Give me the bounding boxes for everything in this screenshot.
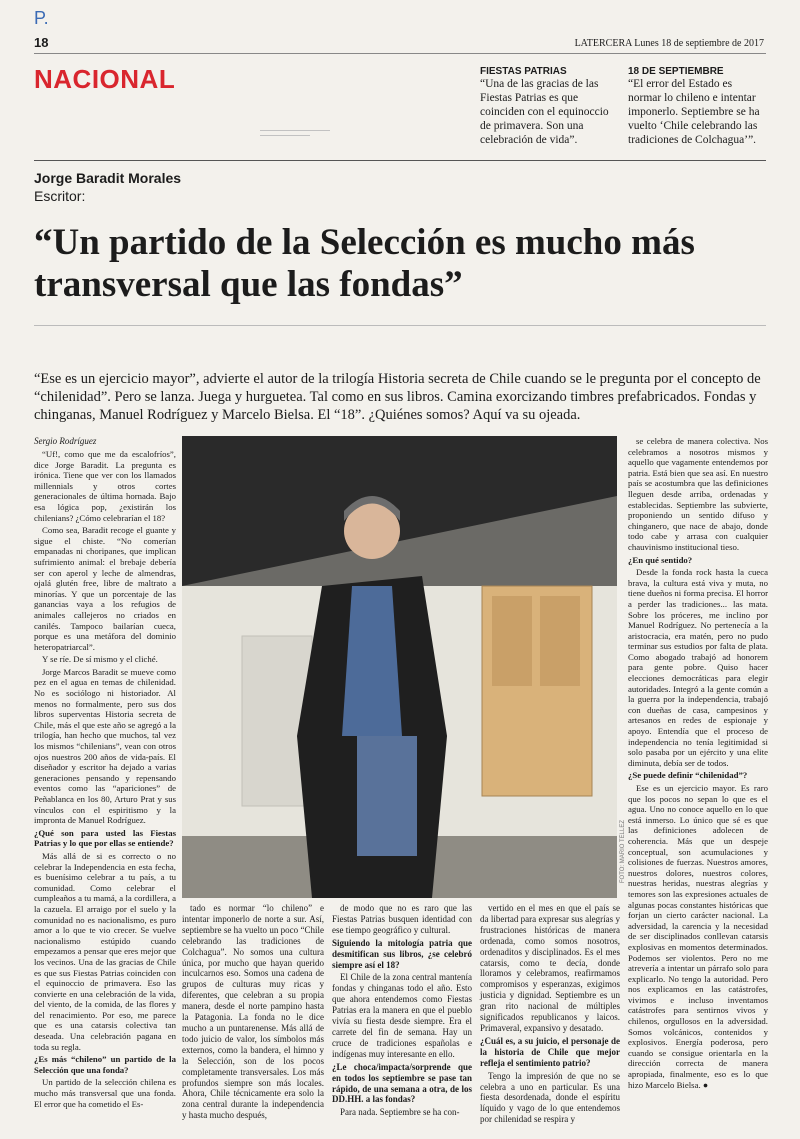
pull-quote-head: FIESTAS PATRIAS: [480, 66, 567, 77]
body-paragraph: de modo que no es raro que las Fiestas Patrias busquen identidad con ese tiempo geográfico y cultural.: [332, 903, 472, 935]
body-paragraph: Para nada. Septiembre se ha con-: [340, 1107, 460, 1118]
interview-question: ¿Qué son para usted las Fiestas Patrias y lo que por ellas se entiende?: [34, 827, 176, 849]
body-paragraph: Tengo la impresión de que no se celebra a uno en particular. Es una fiesta desordenada, donde el espíritu líquido y vago de lo que entendemos por chilenidad se respira y: [480, 1070, 620, 1125]
portrait-photo: [182, 436, 617, 898]
pull-quote-fiestas: [480, 66, 620, 147]
interview-question: ¿En qué sentido?: [628, 554, 693, 565]
interview-question: ¿Es más “chileno” un partido de la Selección que una fonda?: [34, 1054, 176, 1075]
body-paragraph: Jorge Marcos Baradit se mueve como pez en el agua en temas de chilenidad. No es sociólogo ni historiador. Al menos no formalmente, pero sus dos libros superventas Historia secreta de Chile, más el que este año se agregó a la trilogía, han hecho que muchos, tal vez los mismos “chilenians”, vean con otros ojos nuestros 200 años de vida-país. El diseñador y escritor ha dejado a varias generaciones pensando y repensando eventos como las “apariciones” de Peñablanca en los 80, Arturo Prat y sus vínculos con el espiritismo y la impronta de Manuel Rodríguez.: [34, 666, 176, 826]
body-paragraph: Como sea, Baradit recoge el guante y sigue el chiste. “No comerían empanadas ni choripanes, que implican sufrimiento animal: el brebaje debería ser con aperol y leche de almendras, ojalá glutén free, libre de maltrato a minorías. Y que un porcentaje de las ganancias vaya a los refugios de animales callejeros no criados en canilés. Tampoco bailarían cueca, porque es una metáfora del dominio heteropatriarcal”.: [34, 525, 176, 652]
headline-rule: [34, 325, 766, 326]
body-paragraph: El Chile de la zona central mantenía fondas y chinganas todo el año. Esto que ahora entendemos como Fiestas Patrias era la manera en que el pueblo vivía su fiesta desde siempre. Era el carrete del fin de semana. Hay un cruce de tradiciones españolas e indígenas muy interesante en ello.: [332, 972, 472, 1059]
pull-quote-septiembre: [628, 66, 768, 147]
body-paragraph: tado es normar “lo chileno” e intentar imponerlo de norte a sur. Así, septiembre se ha vuelto un poco “Chile celebrando las tradiciones de Colchagua”. No somos una cultura única, por mucho que hayan querido inculcarnos eso. Somos una cadena de grupos de culturas muy ricas y diferentes, que celebran a su propia manera, desde el norte pampino hasta la Patagonia. La fonda no le dice mucho a un puntarenense. Más allá de todo juicio de valor, los símbolos más externos, como la bandera, el himno y la Selección, son de los pocos completamente transversales. Los más profundos siempre son más locales. Ahora, Chile técnicamente era solo la zona central durante la independencia y hasta mucho después,: [182, 903, 324, 1121]
page-number: 18: [34, 35, 49, 50]
body-paragraph: Desde la fonda rock hasta la cueca brava, la cultura está viva y muta, no tiene dueños ni forma precisa. El horror a perder las tradiciones... las mata. Sobre los próceres, me inclino por Manuel Rodríguez. No pertenecía a la aristocracia, era matén, pero no pudo terminar sus estudios por falta de plata. Como abogado trabajó ad honorem para gente pobre. Quiso hacer elecciones democráticas para elegir autoridades. Integró a la gente común a la guerra por la independencia, trabajó con dueñas de casa, campesinos y artesanos en redes de espionaje y apoyo. Entendía que el proceso de independencia no tenía legitimidad si solo pasaba por un ejército y una elite diminuta, debía ser de todos.: [628, 567, 768, 768]
byline: Sergio Rodríguez: [34, 436, 97, 446]
body-paragraph: “Uf!, como que me da escalofríos”, dice Jorge Baradit. La pregunta es irónica. Tiene que ver con los llamados millennials y otros cortes generacionales de última hornada. Bajo esa lógica pop, ¿existirán los chilenians? ¿Cómo celebrarían el 18?: [34, 449, 176, 523]
body-paragraph: Y se ríe. De sí mismo y el cliché.: [42, 654, 158, 665]
body-column-1: [34, 449, 176, 1111]
body-paragraph: Un partido de la selección chilena es mucho más transversal que una fonda. El error que ha cometido el Es-: [34, 1077, 176, 1109]
pull-quote-text: “El error del Estado es normar lo chileno e intentar imponerlo. Septiembre se ha vuelto ‘Chile celebrando las tradiciones de Colchagua’”.: [628, 78, 760, 146]
page-mark: P.: [34, 8, 49, 28]
issue-line: LATERCERA Lunes 18 de septiembre de 2017: [574, 38, 764, 49]
body-paragraph: vertido en el mes en que el país se da libertad para expresar sus alegrías y frustraciones históricas de manera ordenada, como somos nosotros, ordenaditos y disciplinados. Es el mes catarsis, como te decía, donde lloramos y celebramos, reafirmamos compromisos y esperanzas, exigimos justicia y dignidad. Septiembre es un gran rito nacional de múltiples significados republicanos y laicos. Primaveral, expansivo y desatado.: [480, 903, 620, 1033]
section-title: NACIONAL: [34, 64, 176, 94]
photo: [182, 436, 617, 898]
article-top-rule: [34, 160, 766, 161]
author-role: Escritor:: [34, 188, 86, 204]
body-paragraph: Más allá de si es correcto o no celebrar la Independencia en esta fecha, es buenísimo celebrar a tu país, a tu comunidad. Como celebrar el cumpleaños a tu mamá, a la cordillera, a la cazuela. El arraigo por el suelo y la comunidad no es nacionalismo, es puro amor a lo que te vio crecer. Se vuelve nacionalismo estúpido cuando empezamos a pensar que eres mejor que los vecinos. Una de las gracias de Chile es que sus Fiestas Patrias coinciden con el equinoccio de primavera. Eso las convierte en una celebración de la vida, del viento, de la comida, de las flores y del renacimiento. Por eso, me parece que es una catarsis colectiva tan deseada. Una celebración pagana en toda su regla.: [34, 850, 176, 1052]
body-paragraph: se celebra de manera colectiva. Nos celebramos a nosotros mismos y aquello que vagamente entendemos por patria. Está bien que sea así. En nuestro país se acostumbra que las definiciones lleguen desde arriba, ordenadas y establecidas. Septiembre las subvierte, proponiendo un sentido difuso y chinganero, que nace de abajo, donde todo cabe y arrasa con cualquier chauvinismo institucional tieso.: [628, 436, 768, 552]
headline: “Un partido de la Selección es mucho más transversal que las fondas”: [34, 222, 695, 305]
body-column-2: [182, 903, 324, 1123]
body-column-3: [332, 903, 472, 1120]
pull-quote-head: 18 DE SEPTIEMBRE: [628, 66, 724, 77]
interview-question: ¿Le choca/impacta/sorprende que en todos los septiembre se pase tan rápido, de una semana a otra, de los DD.HH. a las fondas?: [332, 1061, 472, 1105]
body-paragraph: Ese es un ejercicio mayor. Es raro que los pocos no sepan lo que es el agua. Uno no conoce aquello en lo que está inmerso. Lo único que sé es que las definiciones adolecen de coherencia. Más que un despeje conceptual, son acumulaciones y colisiones de fuerzas. Nuestros amores, nuestros dolores, nuestros colores, nuestras heridas, nuestras alegrías y temores son las expresiones actuales de algunas pocas constantes históricas que forjan un cierto carácter nacional. La adversidad, la carencia y la necesidad de ser disciplinados conllevan catarsis explosivas en momentos determinados. Podemos ser violentos. Pero no me atrevería a intentar un párrafo solo para explicarlo. No tengo la autoridad. Pero nos explicamos en las catástrofes, vivimos e incluso inventamos catástrofes para sentirnos vivos y chilenos, orgullosos en la adversidad. Somos volcánicos, contenidos y explosivos. Energía poderosa, pero cuando se consigue orientarla en la dirección correcta de manera apropiada, finalmente, eso es lo que hizo Marcelo Bielsa. ●: [628, 783, 768, 1090]
pull-quote-text: “Una de las gracias de las Fiestas Patrias es que coinciden con el equinoccio de primavera. Son una celebración de vida”.: [480, 78, 609, 146]
interview-question: ¿Cuál es, a su juicio, el personaje de la historia de Chile que mejor refleja el sentimiento patrio?: [480, 1035, 620, 1068]
photo-credit: FOTO: MARIO TÉLLEZ: [620, 820, 626, 884]
interview-question: ¿Se puede definir “chilenidad”?: [628, 770, 748, 781]
top-rule: [34, 53, 766, 54]
body-column-5: [628, 436, 768, 1092]
interview-question: Siguiendo la mitología patria que desmitifican sus libros, ¿se celebró siempre así el 18?: [332, 937, 472, 970]
author-name: Jorge Baradit Morales: [34, 170, 182, 186]
deck: “Ese es un ejercicio mayor”, advierte el autor de la trilogía Historia secreta de Chile cuando se le pregunta por el concepto de “chilenidad”. Pero se lanza. Juega y hurguetea. Tal como en sus libros. Camina exorcizando timbres prefabricados. Fondas y chinganas, Manuel Rodríguez y Marcelo Bielsa. El “18”. ¿Quiénes somos? Aquí va su ojeada.: [34, 371, 761, 423]
body-column-4: [480, 903, 620, 1127]
bleed-through: [260, 130, 330, 136]
